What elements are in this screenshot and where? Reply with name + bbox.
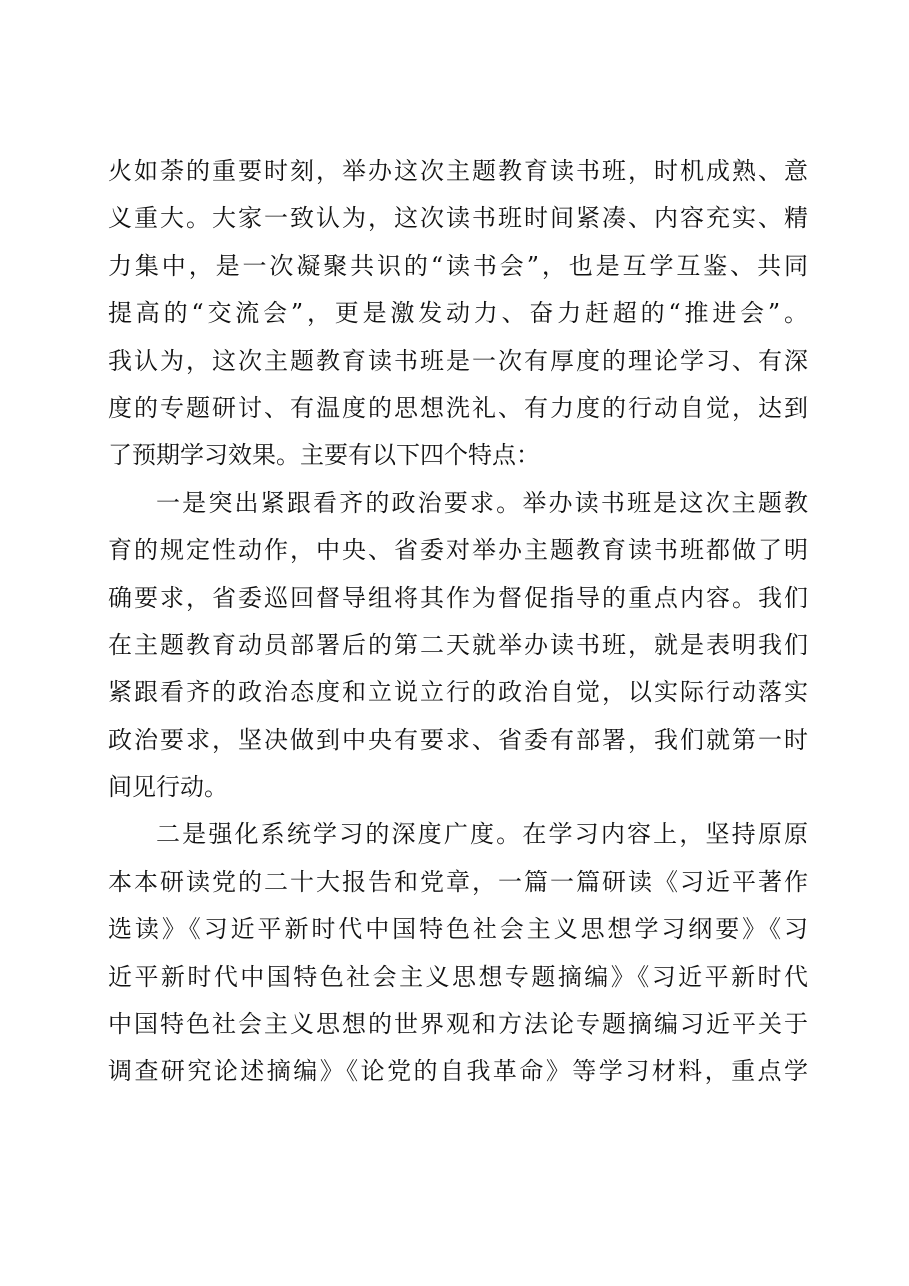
paragraph-first-line: 一是突出紧跟看齐的政治要求。举办读书班是这次主题教 <box>156 488 808 517</box>
text-line: 度的专题研讨、有温度的思想洗礼、有力度的行动自觉，达到 <box>108 393 808 422</box>
text-line: 确要求，省委巡回督导组将其作为督促指导的重点内容。我们 <box>108 583 808 612</box>
text-line: 义重大。大家一致认为，这次读书班时间紧凑、内容充实、精 <box>108 204 808 233</box>
text-line: 调查研究论述摘编》《论党的自我革命》等学习材料，重点学 <box>108 1057 808 1086</box>
text-line: 了预期学习效果。主要有以下四个特点： <box>108 441 540 470</box>
text-line: 近平新时代中国特色社会主义思想专题摘编》《习近平新时代 <box>108 962 808 991</box>
text-line: 力集中，是一次凝聚共识的“读书会”，也是互学互鉴、共同 <box>108 251 808 280</box>
text-line: 政治要求，坚决做到中央有要求、省委有部署，我们就第一时 <box>108 725 808 754</box>
body-text <box>108 156 808 1104</box>
text-line: 紧跟看齐的政治态度和立说立行的政治自觉，以实际行动落实 <box>108 678 808 707</box>
text-line: 本本研读党的二十大报告和党章，一篇一篇研读《习近平著作 <box>108 867 808 896</box>
text-line: 提高的“交流会”，更是激发动力、奋力赶超的“推进会”。 <box>108 299 808 328</box>
text-line: 在主题教育动员部署后的第二天就举办读书班，就是表明我们 <box>108 630 808 659</box>
text-line: 我认为，这次主题教育读书班是一次有厚度的理论学习、有深 <box>108 346 808 375</box>
text-line: 选读》《习近平新时代中国特色社会主义思想学习纲要》《习 <box>108 915 808 944</box>
text-line: 育的规定性动作，中央、省委对举办主题教育读书班都做了明 <box>108 536 808 565</box>
text-line: 间见行动。 <box>108 773 228 802</box>
text-line: 中国特色社会主义思想的世界观和方法论专题摘编习近平关于 <box>108 1010 808 1039</box>
text-line: 火如荼的重要时刻，举办这次主题教育读书班，时机成熟、意 <box>108 157 808 185</box>
paragraph-first-line: 二是强化系统学习的深度广度。在学习内容上，坚持原原 <box>156 820 808 849</box>
